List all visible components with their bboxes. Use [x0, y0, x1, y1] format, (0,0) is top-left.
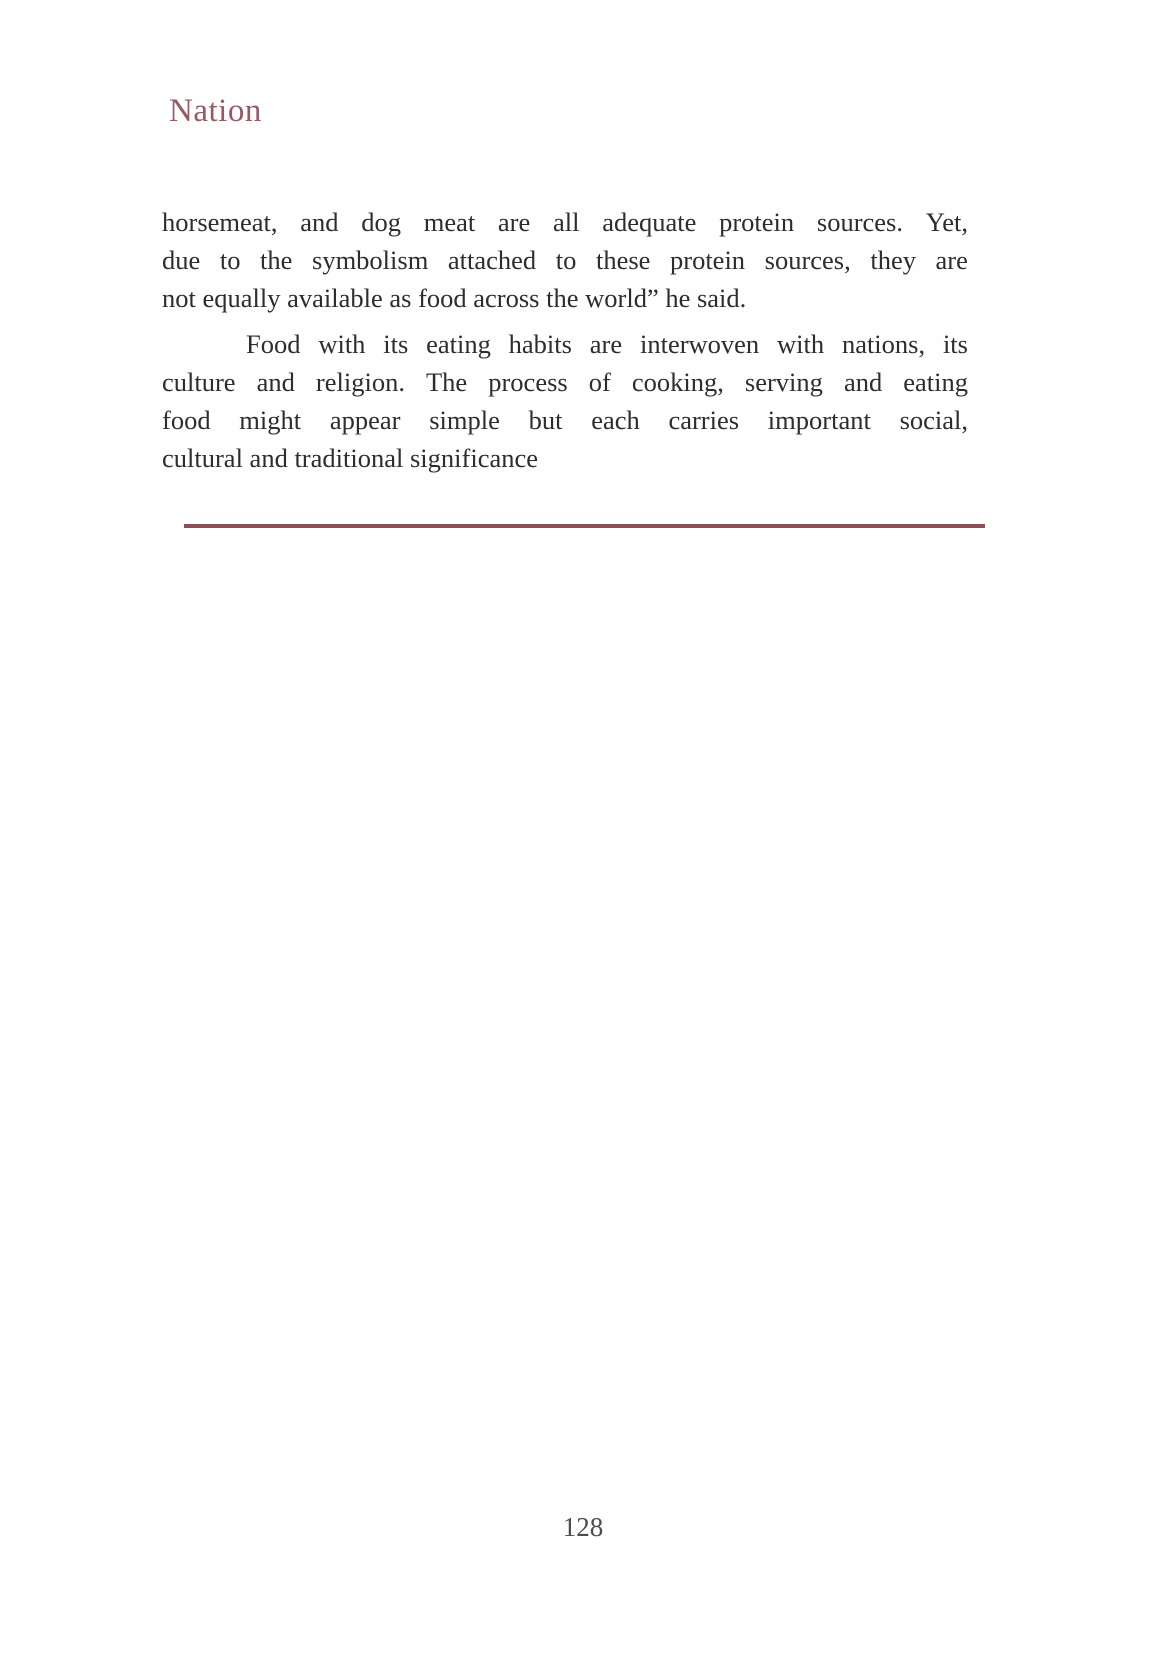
word: Food	[246, 329, 301, 359]
word: habits	[508, 329, 572, 359]
word: but	[528, 405, 563, 435]
running-header: Nation	[169, 93, 262, 129]
text-line: cultural and traditional significance	[162, 443, 539, 473]
text-line: not equally available as food across the world” he said.	[162, 283, 747, 313]
paragraph	[162, 325, 968, 477]
word: its	[942, 329, 968, 359]
word: sources,	[764, 245, 851, 275]
word: its	[383, 329, 409, 359]
word: food	[162, 405, 211, 435]
word: might	[239, 405, 302, 435]
paragraph	[162, 203, 968, 317]
word: attached	[447, 245, 537, 275]
word: to	[555, 245, 577, 275]
word: adequate	[602, 207, 697, 237]
text-line	[162, 203, 968, 241]
section-divider-rule	[184, 524, 985, 528]
word: and	[300, 207, 339, 237]
word: protein	[670, 245, 746, 275]
word: symbolism	[312, 245, 429, 275]
word: of	[588, 367, 611, 397]
word: the	[260, 245, 293, 275]
word: due	[162, 245, 201, 275]
word: sources.	[816, 207, 903, 237]
text-line	[162, 325, 968, 363]
word: meat	[423, 207, 476, 237]
word: dog	[361, 207, 401, 237]
text-line	[162, 401, 968, 439]
word: cooking,	[631, 367, 724, 397]
word: they	[870, 245, 916, 275]
word: serving	[744, 367, 823, 397]
word: important	[767, 405, 871, 435]
word: eating	[903, 367, 968, 397]
word: all	[553, 207, 580, 237]
word: nations,	[841, 329, 926, 359]
word: religion.	[315, 367, 405, 397]
word: horsemeat,	[162, 207, 278, 237]
word: appear	[329, 405, 401, 435]
word: interwoven	[639, 329, 760, 359]
text-line	[162, 363, 968, 401]
word: are	[935, 245, 968, 275]
body-text	[162, 203, 968, 477]
word: to	[219, 245, 241, 275]
word: Yet,	[925, 207, 968, 237]
page-number: 128	[562, 1512, 604, 1542]
word: eating	[426, 329, 491, 359]
word: these	[595, 245, 651, 275]
word: each	[591, 405, 640, 435]
word: are	[497, 207, 531, 237]
word: process	[488, 367, 568, 397]
word: carries	[668, 405, 740, 435]
word: are	[589, 329, 623, 359]
word: with	[777, 329, 825, 359]
text-line	[162, 241, 968, 279]
word: and	[843, 367, 883, 397]
word: simple	[429, 405, 500, 435]
word: with	[318, 329, 366, 359]
word: protein	[719, 207, 795, 237]
word: and	[256, 367, 295, 397]
word: culture	[162, 367, 236, 397]
word: social,	[899, 405, 968, 435]
word: The	[426, 367, 468, 397]
